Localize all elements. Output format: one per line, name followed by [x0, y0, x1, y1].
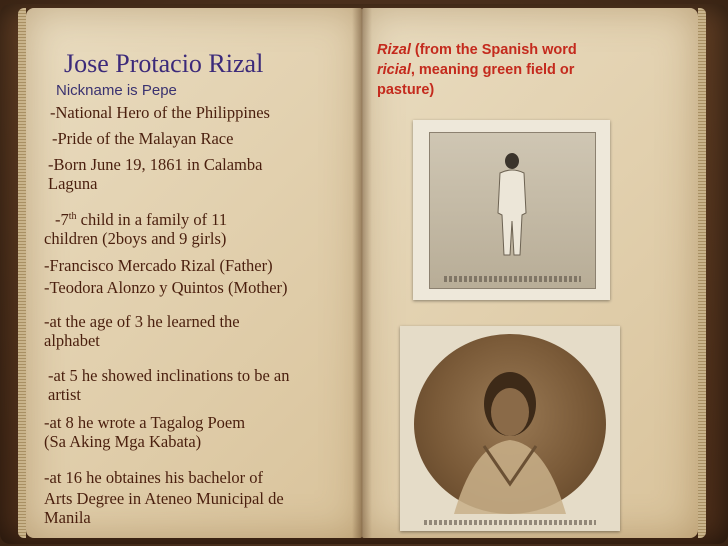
- fact-age5-line1: -at 5 he showed inclinations to be an: [48, 366, 290, 385]
- fact-age3-line2: alphabet: [44, 331, 100, 350]
- photo-frame: [429, 132, 596, 289]
- etymology-text-3: pasture): [377, 82, 435, 98]
- fact-child-ordinal: th: [68, 211, 77, 222]
- fact-mother: -Teodora Alonzo y Quintos (Mother): [44, 278, 288, 297]
- etymology-text-1: (from the Spanish word: [410, 42, 577, 58]
- photo-caption-scribble-2: [424, 520, 596, 525]
- page-title: Jose Protacio Rizal: [64, 49, 264, 78]
- fact-age16-line1: -at 16 he obtaines his bachelor of: [44, 468, 264, 487]
- nickname-text: Nickname is Pepe: [56, 82, 177, 99]
- oval-portrait-image: [414, 334, 606, 514]
- fact-born-line2: Laguna: [48, 174, 98, 193]
- portrait-photo-standing: [413, 120, 610, 300]
- etymology-root-word: ricial: [377, 62, 411, 78]
- portrait-photo-woman: [400, 326, 620, 531]
- etymology-text-2: , meaning green field or: [410, 62, 575, 78]
- fact-age16-line2: Arts Degree in Ateneo Municipal de: [44, 489, 284, 508]
- etymology-word: Rizal: [377, 42, 411, 58]
- fact-child-number: -7: [55, 210, 69, 229]
- fact-child-rest: child in a family of 11: [76, 210, 228, 229]
- fact-age8-line2: (Sa Aking Mga Kabata): [44, 432, 202, 451]
- fact-national-hero: -National Hero of the Philippines: [50, 103, 270, 122]
- fact-child-line2: children (2boys and 9 girls): [44, 229, 227, 248]
- standing-figure-image: [488, 151, 536, 261]
- page-edges-right: [698, 8, 706, 538]
- fact-age3-line1: -at the age of 3 he learned the: [44, 312, 240, 331]
- fact-age8-line1: -at 8 he wrote a Tagalog Poem: [44, 413, 246, 432]
- page-edges-left: [18, 8, 26, 538]
- fact-born-line1: -Born June 19, 1861 in Calamba: [48, 155, 263, 174]
- fact-father: -Francisco Mercado Rizal (Father): [44, 256, 273, 275]
- fact-child-line1: [55, 210, 227, 229]
- etymology-note: [377, 40, 677, 100]
- fact-age5-line2: artist: [48, 385, 81, 404]
- seated-figure-image: [414, 334, 606, 514]
- photo-caption-scribble: [444, 276, 581, 282]
- fact-age16-line3: Manila: [44, 508, 91, 527]
- book-gutter: [352, 8, 372, 538]
- fact-pride: -Pride of the Malayan Race: [52, 129, 234, 148]
